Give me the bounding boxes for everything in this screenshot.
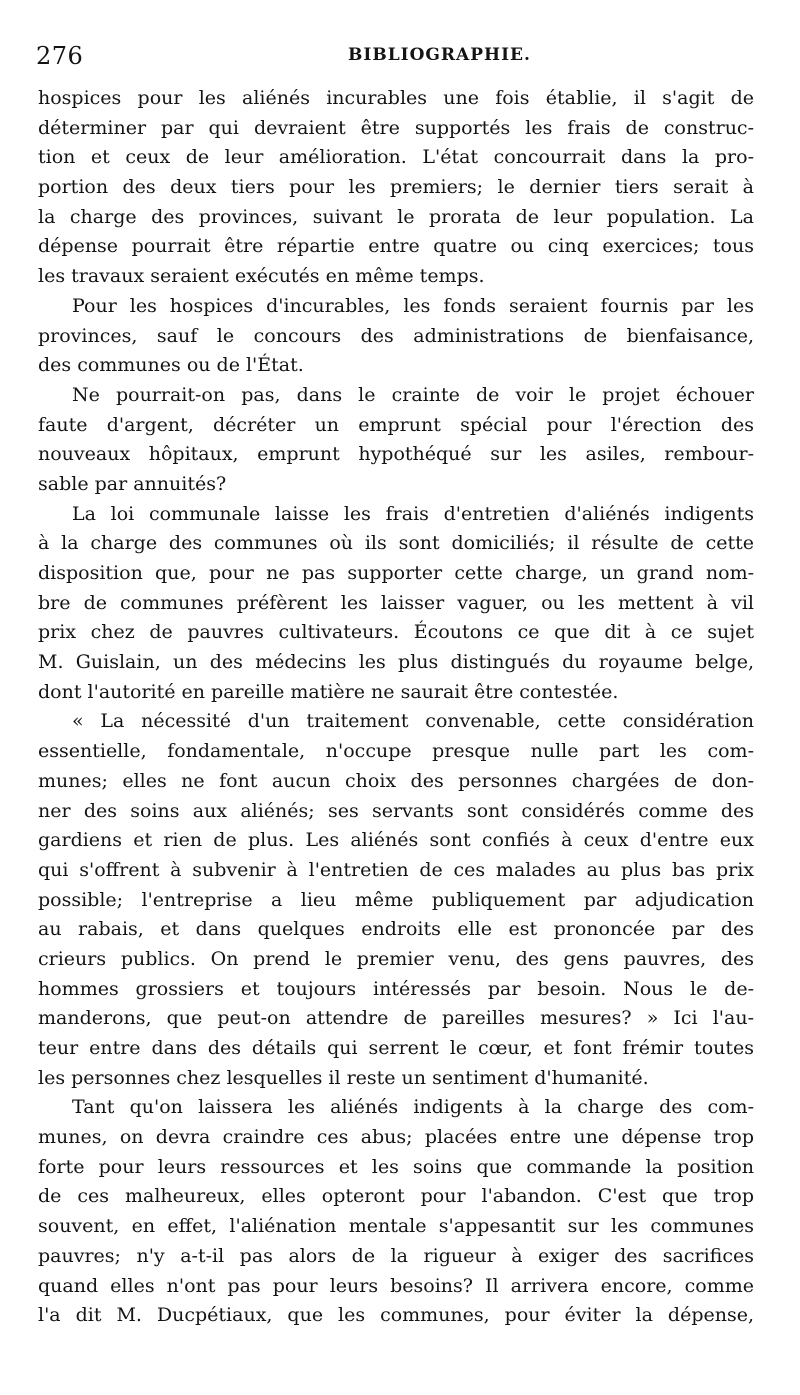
page-header (36, 42, 756, 76)
text-line: munes, on devra craindre ces abus; placées entre une dépense trop (38, 1126, 754, 1149)
text-line: quand elles n'ont pas pour leurs besoins? Il arrivera encore, comme (38, 1274, 754, 1297)
text-line: prix chez de pauvres cultivateurs. Écoutons ce que dit à ce sujet (38, 621, 754, 644)
text-line: pauvres; n'y a-t-il pas alors de la rigueur à exiger des sacrifices (38, 1244, 754, 1267)
text-line: essentielle, fondamentale, n'occupe presque nulle part les com- (38, 740, 754, 763)
text-line: ner des soins aux aliénés; ses servants sont considérés comme des (38, 799, 754, 822)
running-head: BIBLIOGRAPHIE. (348, 45, 531, 65)
text-line: souvent, en effet, l'aliénation mentale s'appesantit sur les communes (38, 1215, 754, 1238)
text-line: forte pour leurs ressources et les soins que commande la position (38, 1155, 754, 1178)
text-line: hommes grossiers et toujours intéressés par besoin. Nous le de- (38, 977, 754, 1000)
text-line: tion et ceux de leur amélioration. L'état concourrait dans la pro- (38, 146, 754, 169)
body-text (38, 84, 754, 1331)
text-line: « La nécessité d'un traitement convenable, cette considération (72, 710, 754, 733)
text-line: bre de communes préfèrent les laisser vaguer, ou les mettent à vil (38, 591, 754, 614)
text-line: les personnes chez lesquelles il reste un sentiment d'humanité. (38, 1066, 649, 1089)
text-line: munes; elles ne font aucun choix des personnes chargées de don- (38, 769, 754, 792)
text-line: possible; l'entreprise a lieu même publiquement par adjudication (38, 888, 754, 911)
text-line: des communes ou de l'État. (38, 354, 304, 377)
page-number: 276 (36, 42, 84, 70)
text-line: de ces malheureux, elles opteront pour l'abandon. C'est que trop (38, 1185, 754, 1208)
text-line: déterminer par qui devraient être supportés les frais de construc- (38, 116, 754, 139)
text-line: Tant qu'on laissera les aliénés indigents à la charge des com- (72, 1096, 754, 1119)
text-line: la charge des provinces, suivant le prorata de leur population. La (38, 205, 754, 228)
text-line: Pour les hospices d'incurables, les fonds seraient fournis par les (72, 294, 754, 317)
text-line: gardiens et rien de plus. Les aliénés sont confiés à ceux d'entre eux (38, 829, 754, 852)
text-line: portion des deux tiers pour les premiers; le dernier tiers serait à (38, 176, 754, 199)
text-line: les travaux seraient exécutés en même temps. (38, 265, 485, 288)
text-line: manderons, que peut-on attendre de pareilles mesures? » Ici l'au- (38, 1007, 754, 1030)
text-line: nouveaux hôpitaux, emprunt hypothéqué sur les asiles, rembour- (38, 443, 754, 466)
text-line: qui s'offrent à subvenir à l'entretien de ces malades au plus bas prix (38, 858, 754, 881)
text-line: hospices pour les aliénés incurables une fois établie, il s'agit de (38, 87, 754, 109)
text-line: au rabais, et dans quelques endroits elle est prononcée par des (38, 918, 754, 941)
text-line: provinces, sauf le concours des administrations de bienfaisance, (38, 324, 754, 347)
text-line: Ne pourrait-on pas, dans le crainte de voir le projet échouer (72, 383, 754, 406)
text-line: La loi communale laisse les frais d'entretien d'aliénés indigents (72, 502, 754, 525)
text-line: sable par annuités? (38, 472, 227, 495)
text-line: teur entre dans des détails qui serrent le cœur, et font frémir toutes (38, 1037, 754, 1059)
text-line: crieurs publics. On prend le premier venu, des gens pauvres, des (38, 947, 754, 970)
text-line: à la charge des communes où ils sont domiciliés; il résulte de cette (38, 532, 754, 555)
text-line: dont l'autorité en pareille matière ne saurait être contestée. (38, 680, 619, 703)
text-line: M. Guislain, un des médecins les plus distingués du royaume belge, (38, 651, 754, 674)
text-line: l'a dit M. Ducpétiaux, que les communes, pour éviter la dépense, (38, 1304, 754, 1327)
text-line: faute d'argent, décréter un emprunt spécial pour l'érection des (38, 413, 754, 436)
text-line: dépense pourrait être répartie entre quatre ou cinq exercices; tous (38, 235, 754, 258)
text-line: disposition que, pour ne pas supporter cette charge, un grand nom- (38, 562, 754, 584)
